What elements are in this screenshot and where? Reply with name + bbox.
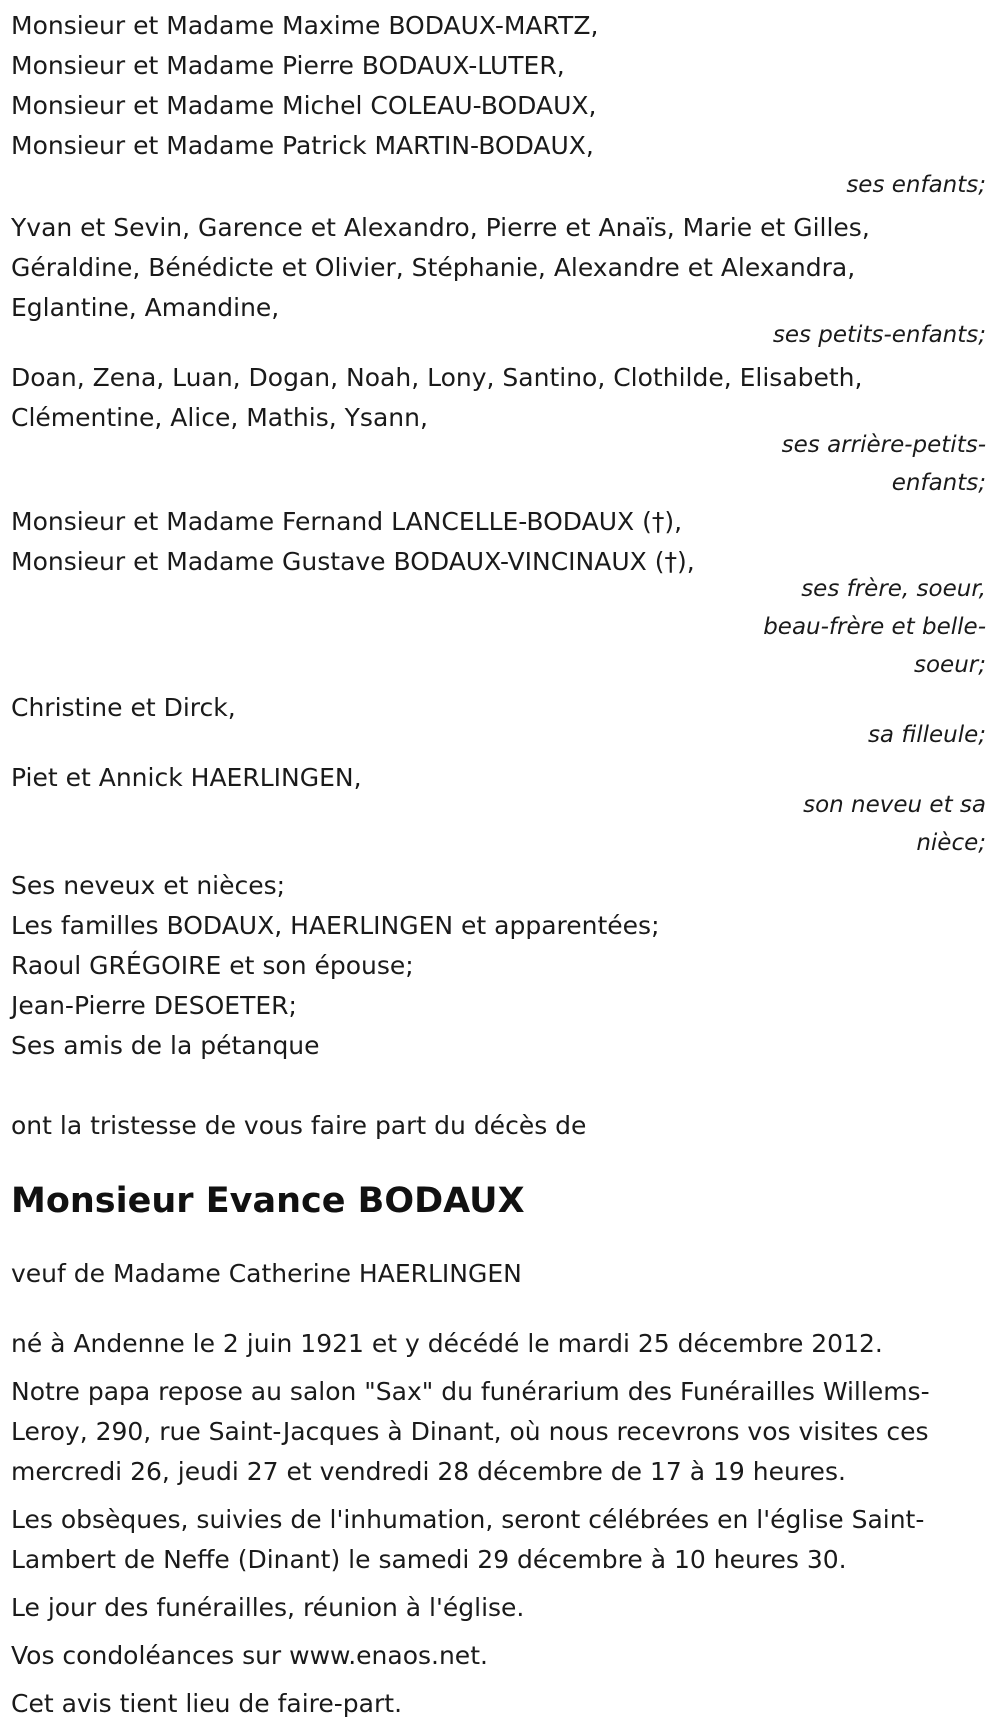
condolences-paragraph: Vos condoléances sur www.enaos.net.	[11, 1641, 488, 1670]
family-line: Monsieur et Madame Gustave BODAUX-VINCINAUX (†),	[11, 547, 695, 576]
family-line: Monsieur et Madame Michel COLEAU-BODAUX,	[11, 91, 597, 120]
relationship-label-line: ses frère, soeur,	[801, 576, 986, 602]
relationship-label: sa filleule;	[867, 722, 986, 748]
nephew-niece-block	[11, 758, 986, 862]
family-line: Eglantine, Amandine,	[11, 293, 280, 322]
family-line: Les familles BODAUX, HAERLINGEN et apparentées;	[11, 911, 660, 940]
widower-text: veuf de Madame Catherine HAERLINGEN	[11, 1259, 522, 1288]
family-line: Monsieur et Madame Fernand LANCELLE-BODAUX (†),	[11, 507, 683, 536]
others-block	[11, 866, 986, 1066]
relationship-label	[746, 786, 986, 862]
family-line: Monsieur et Madame Patrick MARTIN-BODAUX,	[11, 131, 594, 160]
details-section	[11, 1324, 986, 1724]
relationship-label-line: son neveu et sa	[803, 792, 986, 818]
siblings-block	[11, 502, 986, 684]
relationship-label-line: soeur;	[914, 652, 986, 678]
family-line: Clémentine, Alice, Mathis, Ysann,	[11, 403, 428, 432]
family-line: Ses neveux et nièces;	[11, 871, 286, 900]
relationship-label-line: enfants;	[891, 470, 986, 496]
grandchildren-block	[11, 208, 986, 354]
family-line: Jean-Pierre DESOETER;	[11, 991, 297, 1020]
funeral-paragraph: Les obsèques, suivies de l'inhumation, seront célébrées en l'église Saint-Lambert de Neffe (Dinant) le samedi 29 décembre à 10 heures 30.	[11, 1505, 925, 1574]
family-line: Ses amis de la pétanque	[11, 1031, 320, 1060]
relationship-label	[746, 426, 986, 502]
relationship-label: ses petits-enfants;	[772, 322, 986, 348]
family-line: Raoul GRÉGOIRE et son épouse;	[11, 951, 414, 980]
deceased-name: Monsieur Evance BODAUX	[11, 1181, 525, 1221]
visitation-paragraph: Notre papa repose au salon "Sax" du funérarium des Funérailles Willems-Leroy, 290, rue Saint-Jacques à Dinant, où nous recevrons vos visites ces mercredi 26, jeudi 27 et vendredi 28 décembre de 17 à 19 heures.	[11, 1377, 930, 1486]
family-line: Doan, Zena, Luan, Dogan, Noah, Lony, Santino, Clothilde, Elisabeth,	[11, 363, 863, 392]
relationship-label	[726, 570, 986, 684]
family-line: Piet et Annick HAERLINGEN,	[11, 763, 362, 792]
great-grandchildren-block	[11, 358, 986, 502]
family-line: Monsieur et Madame Maxime BODAUX-MARTZ,	[11, 11, 599, 40]
meeting-paragraph: Le jour des funérailles, réunion à l'église.	[11, 1593, 525, 1622]
family-line: Géraldine, Bénédicte et Olivier, Stéphanie, Alexandre et Alexandra,	[11, 253, 856, 282]
family-line: Yvan et Sevin, Garence et Alexandro, Pierre et Anaïs, Marie et Gilles,	[11, 213, 870, 242]
family-line: Christine et Dirck,	[11, 693, 236, 722]
notice-paragraph: Cet avis tient lieu de faire-part.	[11, 1689, 403, 1718]
relationship-label-line: nièce;	[916, 830, 986, 856]
children-block	[11, 6, 986, 204]
goddaughter-block	[11, 688, 986, 754]
notice-content	[11, 6, 986, 1732]
family-line: Monsieur et Madame Pierre BODAUX-LUTER,	[11, 51, 565, 80]
relationship-label: ses enfants;	[846, 172, 986, 198]
birth-death-paragraph: né à Andenne le 2 juin 1921 et y décédé le mardi 25 décembre 2012.	[11, 1329, 883, 1358]
relationship-label-line: beau-frère et belle-	[763, 614, 986, 640]
announcement-text: ont la tristesse de vous faire part du décès de	[11, 1111, 587, 1140]
relationship-label-line: ses arrière-petits-	[781, 432, 986, 458]
